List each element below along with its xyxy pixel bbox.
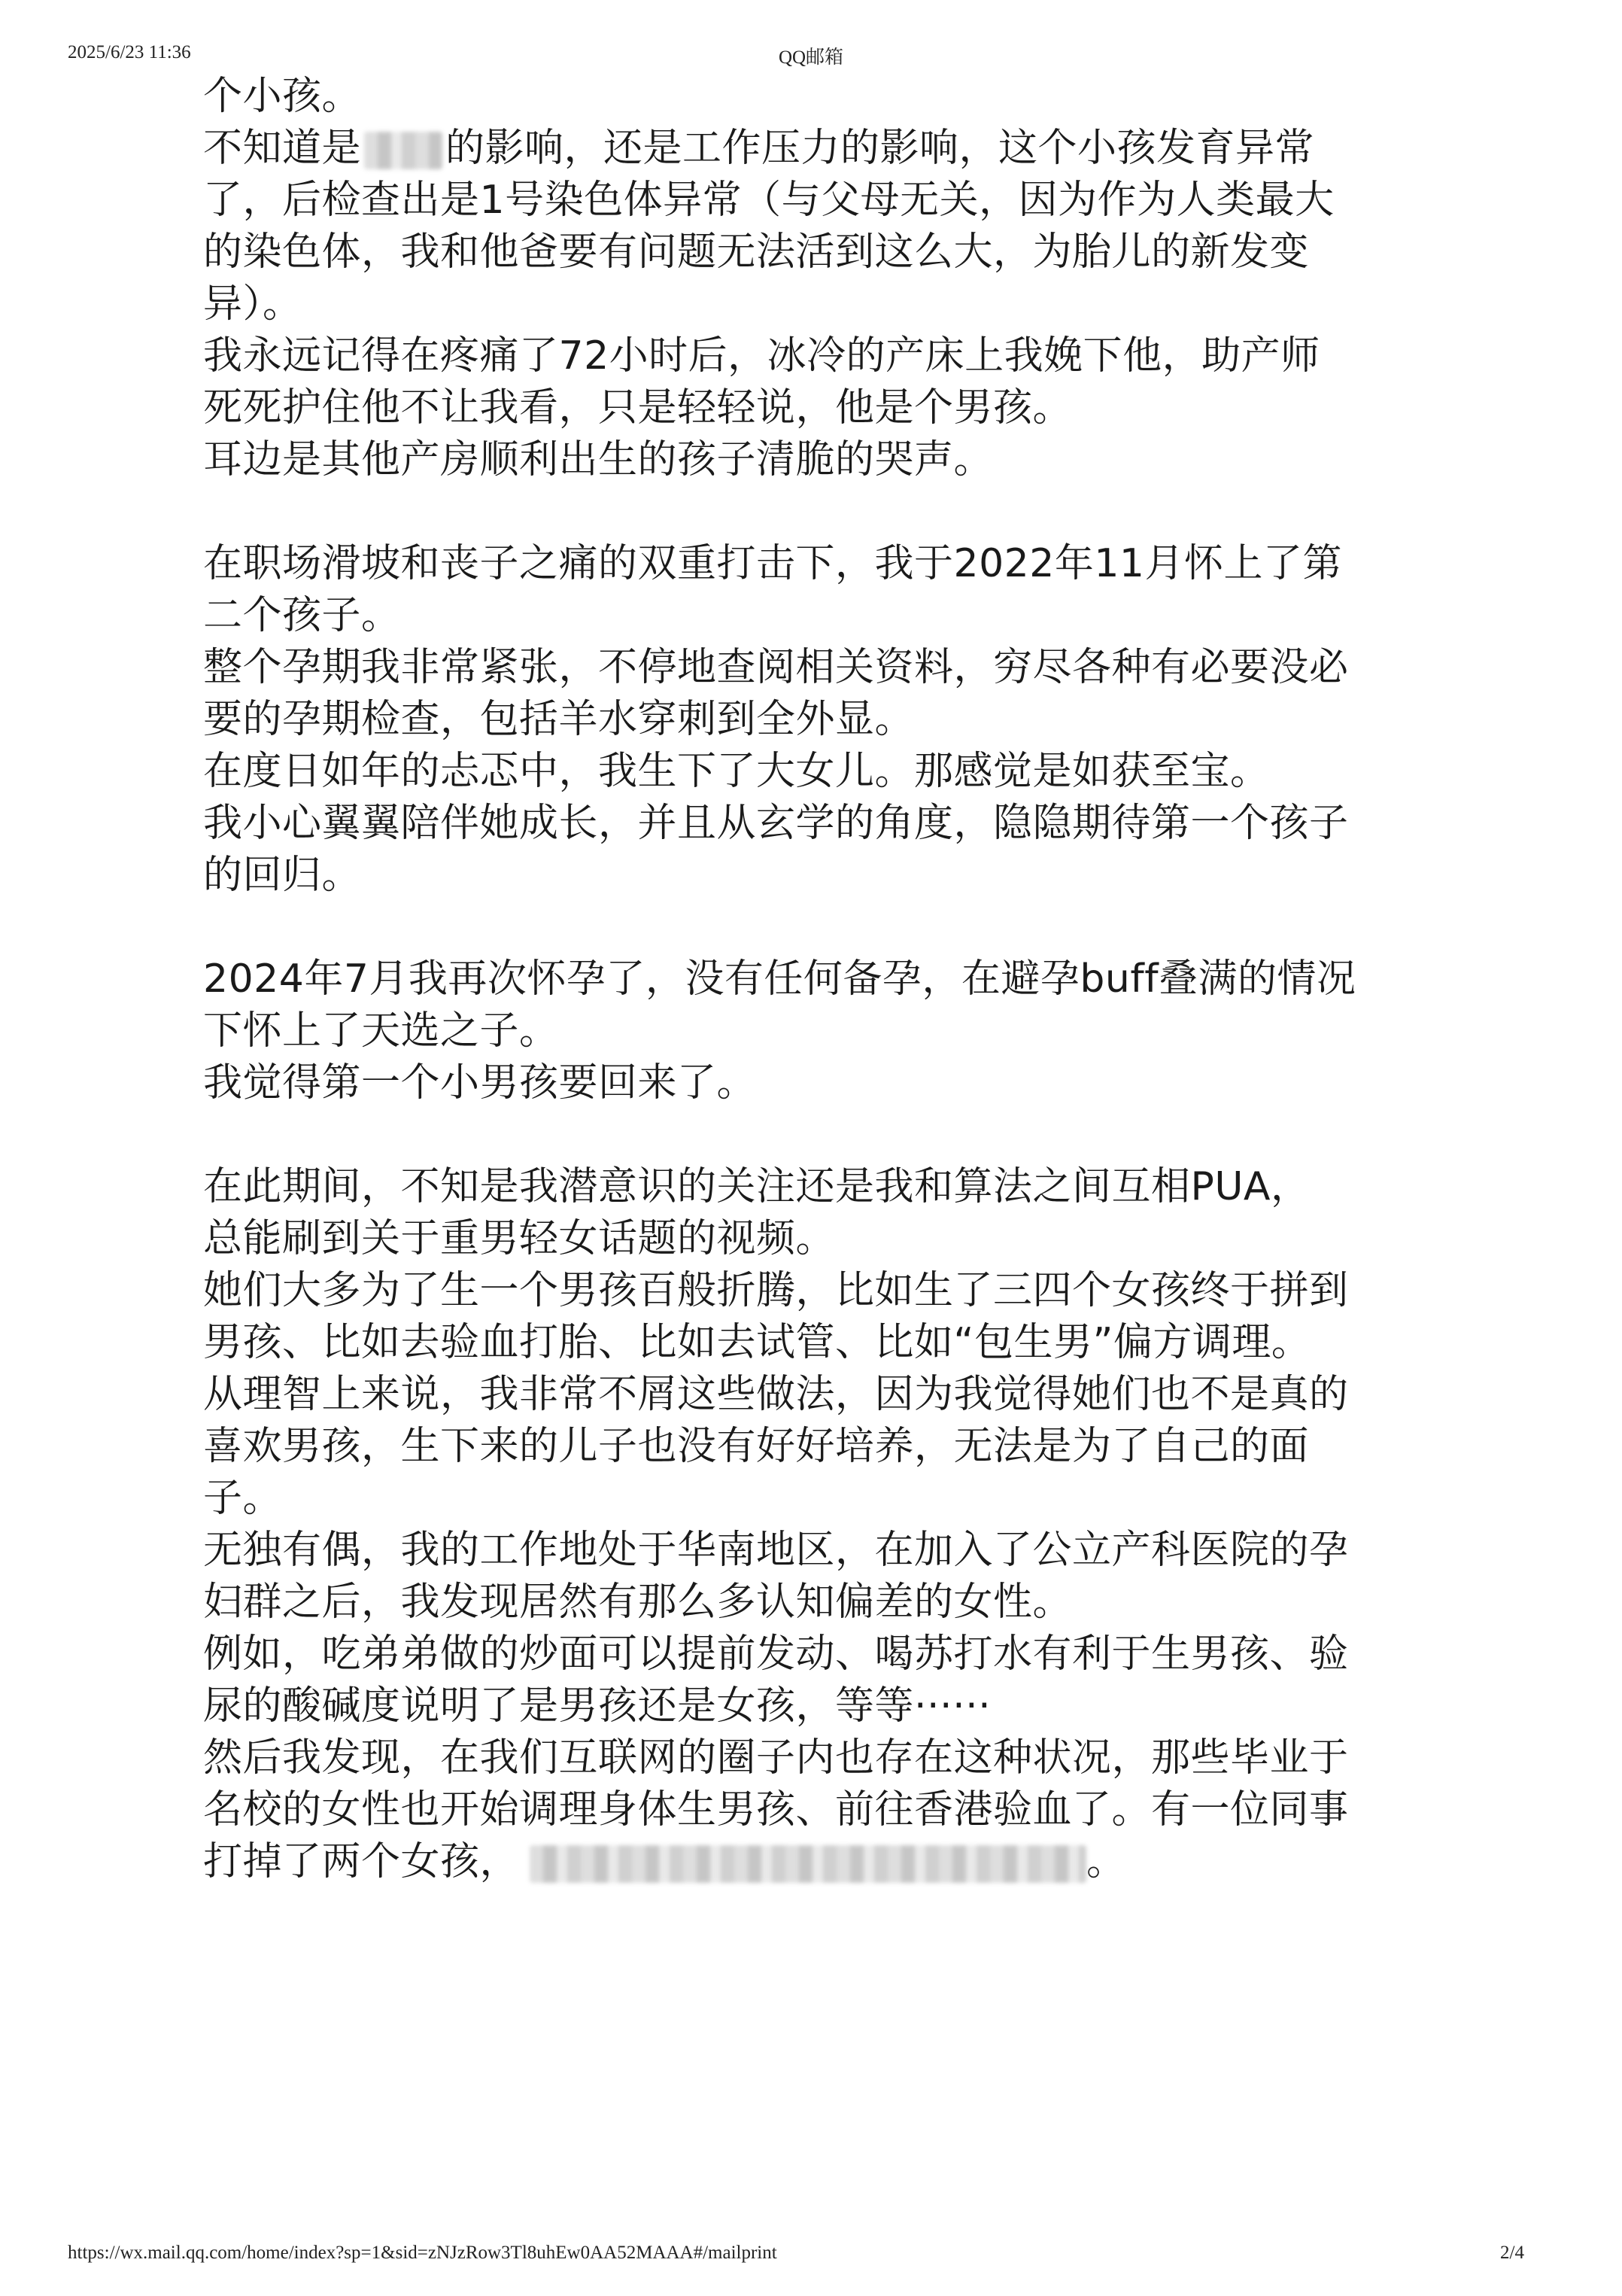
paragraph-line: 从理智上来说，我非常不屑这些做法，因为我觉得她们也不是真的 (203, 1372, 1349, 1417)
paragraph-line: 在职场滑坡和丧子之痛的双重打击下，我于2022年11月怀上了第 (203, 541, 1343, 586)
paragraph-line: 名校的女性也开始调理身体生男孩、前往香港验血了。有一位同事 (203, 1787, 1349, 1832)
redacted-blur (530, 1845, 1086, 1883)
paragraph-gap (203, 486, 1437, 538)
paragraph-line: 耳边是其他产房顺利出生的孩子清脆的哭声。 (203, 437, 994, 482)
paragraph-line: 喜欢男孩，生下来的儿子也没有好好培养，无法是为了自己的面 (203, 1424, 1310, 1469)
email-body (203, 71, 1437, 1888)
paragraph-line: 了，后检查出是1号染色体异常（与父母无关，因为作为人类最大 (203, 178, 1335, 223)
text-segment: 的影响，还是工作压力的影响，这个小孩发育异常 (445, 126, 1315, 171)
redacted-blur (364, 132, 442, 169)
text-segment: 打掉了两个女孩， (203, 1839, 520, 1884)
paragraph-line: 我觉得第一个小男孩要回来了。 (203, 1060, 757, 1105)
paragraph-line: 子。 (203, 1476, 283, 1521)
paragraph-line: 尿的酸碱度说明了是男孩还是女孩，等等······ (203, 1683, 992, 1729)
paragraph-line: 总能刷到关于重男轻女话题的视频。 (203, 1216, 836, 1261)
paragraph-line: 要的孕期检查，包括羊水穿刺到全外显。 (203, 697, 915, 742)
paragraph-line: 例如，吃弟弟做的炒面可以提前发动、喝苏打水有利于生男孩、验 (203, 1632, 1349, 1677)
paragraph-line: 我小心翼翼陪伴她成长，并且从玄学的角度，隐隐期待第一个孩子 (203, 801, 1349, 846)
paragraph-line: 在度日如年的忐忑中，我生下了大女儿。那感觉是如获至宝。 (203, 749, 1270, 794)
paragraph-line: 无独有偶，我的工作地处于华南地区，在加入了公立产科医院的孕 (203, 1528, 1349, 1573)
paragraph-line: 下怀上了天选之子。 (203, 1008, 559, 1054)
paragraph-line: 妇群之后，我发现居然有那么多认知偏差的女性。 (203, 1580, 1073, 1625)
paragraph-line (203, 1836, 1437, 1888)
paragraph-line: 男孩、比如去验血打胎、比如去试管、比如“包生男”偏方调理。 (203, 1320, 1311, 1365)
paragraph-line: 2024年7月我再次怀孕了，没有任何备孕，在避孕buff叠满的情况 (203, 956, 1356, 1002)
paragraph-line: 的染色体，我和他爸要有问题无法活到这么大，为胎儿的新发变 (203, 230, 1310, 275)
print-title: QQ邮箱 (778, 47, 844, 68)
paragraph-line: 在此期间，不知是我潜意识的关注还是我和算法之间互相PUA， (203, 1164, 1311, 1209)
paragraph-line (203, 123, 1437, 175)
paragraph-line: 异）。 (203, 281, 302, 327)
paragraph-line: 个小孩。 (203, 74, 362, 119)
paragraph-line: 的回归。 (203, 853, 362, 898)
paragraph-line: 整个孕期我非常紧张，不停地查阅相关资料，穷尽各种有必要没必 (203, 645, 1349, 690)
paragraph-line: 然后我发现，在我们互联网的圈子内也存在这种状况，那些毕业于 (203, 1735, 1349, 1781)
paragraph-line: 她们大多为了生一个男孩百般折腾，比如生了三四个女孩终于拼到 (203, 1268, 1349, 1313)
paragraph-gap (203, 1109, 1437, 1161)
text-segment: 。 (1086, 1839, 1126, 1884)
page-number: 2/4 (1500, 2243, 1524, 2263)
paragraph-gap (203, 902, 1437, 953)
print-datetime: 2025/6/23 11:36 (68, 42, 191, 62)
text-segment: 不知道是 (203, 126, 362, 171)
paragraph-line: 二个孩子。 (203, 593, 401, 638)
paragraph-line: 我永远记得在疼痛了72小时后，冰冷的产床上我娩下他，助产师 (203, 333, 1320, 379)
paragraph-line: 死死护住他不让我看，只是轻轻说，他是个男孩。 (203, 385, 1073, 430)
print-url: https://wx.mail.qq.com/home/index?sp=1&sid=zNJzRow3Tl8uhEw0AA52MAAA#/mailprint (68, 2243, 777, 2263)
